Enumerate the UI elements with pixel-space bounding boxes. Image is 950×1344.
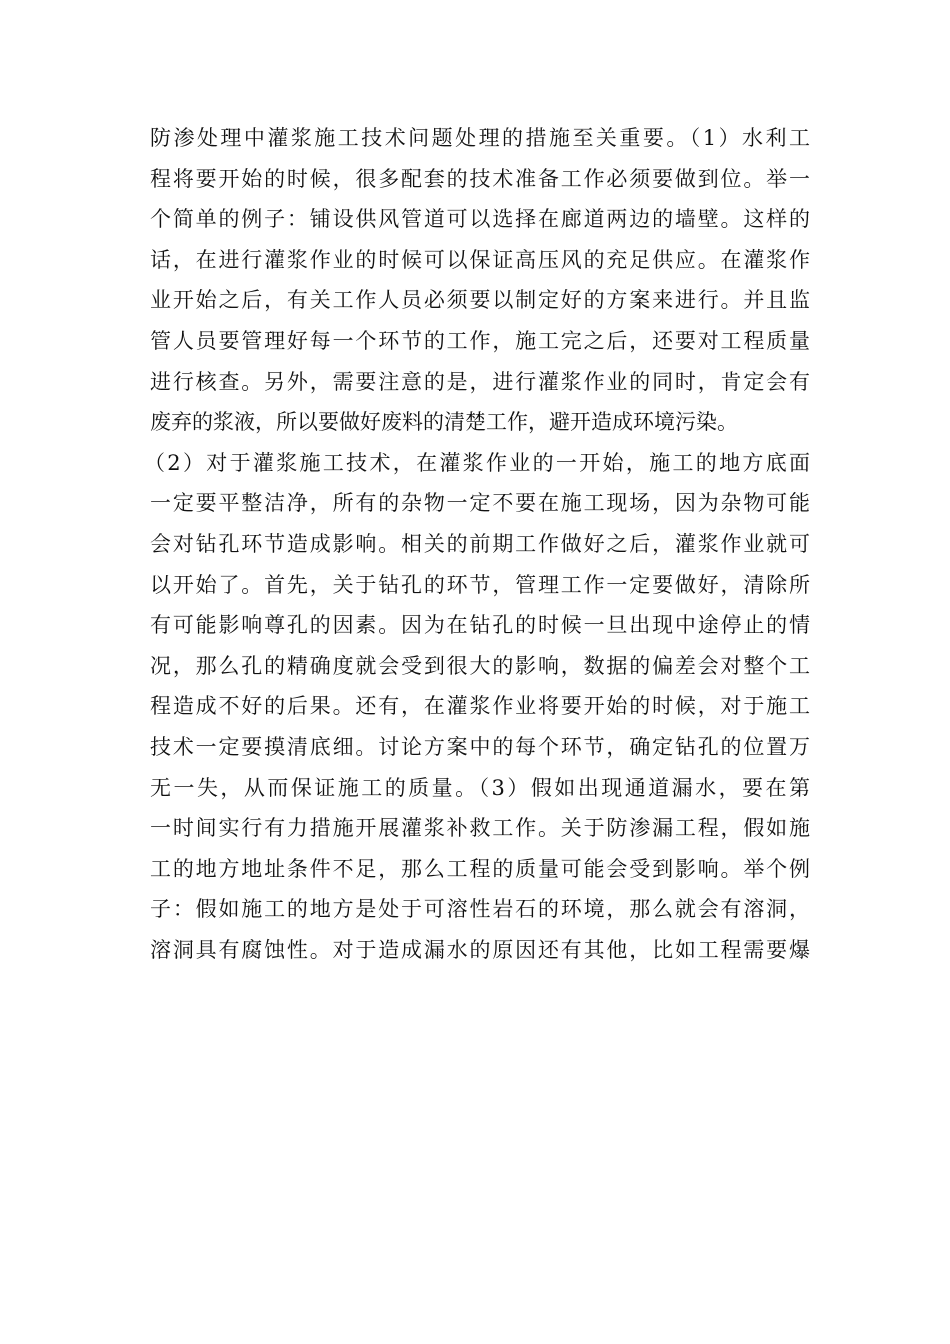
text-line: 工的地方地址条件不足，那么工程的质量可能会受到影响。举个例 xyxy=(150,856,810,881)
body-paragraph xyxy=(144,118,810,970)
text-line: 个简单的例子：铺设供风管道可以选择在廊道两边的墙壁。这样的 xyxy=(150,207,810,232)
text-line: （2）对于灌浆施工技术，在灌浆作业的一开始，施工的地方底面 xyxy=(144,450,810,475)
text-line: 无一失，从而保证施工的质量。（3）假如出现通道漏水，要在第 xyxy=(150,775,810,800)
text-line: 有可能影响尊孔的因素。因为在钻孔的时候一旦出现中途停止的情 xyxy=(150,613,810,638)
text-line: 业开始之后，有关工作人员必须要以制定好的方案来进行。并且监 xyxy=(150,288,810,313)
text-line: 程造成不好的后果。还有，在灌浆作业将要开始的时候，对于施工 xyxy=(150,694,810,719)
text-line: 程将要开始的时候，很多配套的技术准备工作必须要做到位。举一 xyxy=(150,166,810,191)
text-line: 况，那么孔的精确度就会受到很大的影响，数据的偏差会对整个工 xyxy=(150,653,810,678)
text-line: 以开始了。首先，关于钻孔的环节，管理工作一定要做好，清除所 xyxy=(150,572,810,597)
text-line: 废弃的浆液，所以要做好废料的清楚工作，避开造成环境污染。 xyxy=(150,410,738,435)
text-line: 话，在进行灌浆作业的时候可以保证高压风的充足供应。在灌浆作 xyxy=(150,247,810,272)
text-line: 一时间实行有力措施开展灌浆补救工作。关于防渗漏工程，假如施 xyxy=(150,816,810,841)
text-line: 一定要平整洁净，所有的杂物一定不要在施工现场，因为杂物可能 xyxy=(150,491,810,516)
text-line: 子：假如施工的地方是处于可溶性岩石的环境，那么就会有溶洞， xyxy=(150,897,810,922)
text-line: 进行核查。另外，需要注意的是，进行灌浆作业的同时，肯定会有 xyxy=(150,369,810,394)
text-line: 会对钻孔环节造成影响。相关的前期工作做好之后，灌浆作业就可 xyxy=(150,531,810,556)
text-line: 溶洞具有腐蚀性。对于造成漏水的原因还有其他，比如工程需要爆 xyxy=(150,937,810,962)
text-line: 防渗处理中灌浆施工技术问题处理的措施至关重要。（1）水利工 xyxy=(150,126,810,150)
text-line: 管人员要管理好每一个环节的工作，施工完之后，还要对工程质量 xyxy=(150,328,810,353)
text-line: 技术一定要摸清底细。讨论方案中的每个环节，确定钻孔的位置万 xyxy=(150,734,810,759)
